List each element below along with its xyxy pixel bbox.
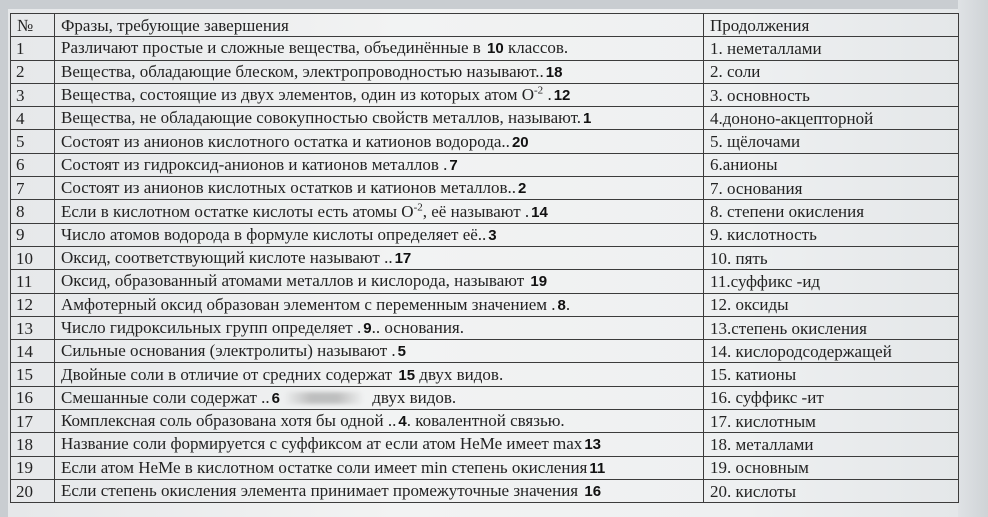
phrase-ending: .. основания. <box>371 318 464 337</box>
phrase-cell <box>55 386 704 409</box>
handwritten-answer: 3 <box>488 226 497 244</box>
phrase-cell <box>55 410 704 433</box>
continuation-cell: 2. соли <box>704 60 959 83</box>
phrase-text: Комплексная соль образована хотя бы одной .. <box>61 411 397 431</box>
handwritten-answer: 16 <box>584 483 602 501</box>
table-row <box>11 223 959 246</box>
continuation-cell: 18. металлами <box>704 433 959 456</box>
background-edge <box>958 0 988 517</box>
continuation-cell: 19. основным <box>704 456 959 479</box>
row-number: 12 <box>11 293 55 316</box>
table-row <box>11 60 959 83</box>
phrase-ending: . <box>565 294 571 314</box>
phrase-text: Вещества, состоящие из двух элементов, один из которых атом О <box>61 85 535 105</box>
phrase-text: Сильные основания (электролиты) называют . <box>61 341 396 361</box>
table-row <box>11 270 959 293</box>
continuation-cell: 13.степень окисления <box>704 316 959 339</box>
continuation-cell: 11.суффикс -ид <box>704 270 959 293</box>
phrase-text: Если атом НеМе в кислотном остатке соли имеет min степень окисления <box>61 457 588 477</box>
row-number: 10 <box>11 246 55 269</box>
table-row <box>11 456 959 479</box>
row-number: 1 <box>11 37 55 60</box>
phrase-text: Если в кислотном остатке кислоты есть атомы О <box>61 201 414 221</box>
phrase-text: Вещества, не обладающие совокупностью свойств металлов, называют. <box>61 108 582 128</box>
row-number: 4 <box>11 107 55 130</box>
row-number: 16 <box>11 386 55 409</box>
phrase-text-cont: . <box>543 85 552 105</box>
row-number: 6 <box>11 153 55 176</box>
row-number: 14 <box>11 340 55 363</box>
handwritten-answer: 6 <box>271 389 280 407</box>
phrase-cell <box>55 83 704 106</box>
continuation-cell: 17. кислотным <box>704 410 959 433</box>
handwritten-answer: 12 <box>553 87 571 105</box>
handwritten-answer: 5 <box>397 343 407 361</box>
table-row <box>11 410 959 433</box>
phrase-text: Различают простые и сложные вещества, объединённые в <box>61 38 486 58</box>
phrase-cell <box>55 37 704 60</box>
table-row <box>11 153 959 176</box>
handwritten-answer: 4 <box>398 413 407 431</box>
row-number: 3 <box>11 83 55 106</box>
row-number: 2 <box>11 60 55 83</box>
table-row <box>11 363 959 386</box>
handwritten-answer: 10 <box>487 40 504 58</box>
row-number: 8 <box>11 200 55 223</box>
table-row <box>11 130 959 153</box>
handwritten-answer: 19 <box>530 273 548 291</box>
phrase-text: Состоят из анионов кислотного остатка и катионов водорода.. <box>61 131 510 151</box>
continuation-cell: 10. пять <box>704 246 959 269</box>
continuation-cell: 9. кислотность <box>704 223 959 246</box>
handwritten-answer: 20 <box>511 133 529 151</box>
phrase-text: Оксид, образованный атомами металлов и кислорода, называют <box>61 271 529 291</box>
continuation-cell: 20. кислоты <box>704 479 959 502</box>
handwritten-answer: 2 <box>518 180 527 198</box>
header-continuations: Продолжения <box>704 14 959 37</box>
continuation-cell: 14. кислородсодержащей <box>704 340 959 363</box>
handwritten-answer: 17 <box>394 250 412 268</box>
handwritten-answer: 14 <box>531 203 548 221</box>
table-row <box>11 200 959 223</box>
phrase-cell <box>55 130 704 153</box>
phrase-cell <box>55 340 704 363</box>
handwritten-answer: 7 <box>449 156 458 174</box>
phrase-ending: двух видов. <box>367 387 457 407</box>
phrase-text: Число атомов водорода в формуле кислоты определяет её.. <box>61 224 487 244</box>
phrase-cell <box>55 479 704 502</box>
phrase-cell <box>55 316 704 339</box>
phrase-ending: классов. <box>503 38 569 58</box>
handwritten-answer: 13 <box>584 436 601 454</box>
phrase-cell <box>55 456 704 479</box>
table-row <box>11 340 959 363</box>
continuation-cell: 8. степени окисления <box>704 200 959 223</box>
continuation-cell: 1. неметаллами <box>704 37 959 60</box>
row-number: 17 <box>11 410 55 433</box>
table-row <box>11 37 959 60</box>
phrase-text: Состоят из анионов кислотных остатков и катионов металлов.. <box>61 178 517 198</box>
handwritten-answer: 11 <box>589 459 606 477</box>
continuation-cell: 3. основность <box>704 83 959 106</box>
phrase-cell <box>55 223 704 246</box>
table-row <box>11 479 959 502</box>
charge-superscript: -2 <box>413 200 423 213</box>
phrase-text: Вещества, обладающие блеском, электропроводностью называют.. <box>61 61 544 81</box>
phrase-ending: двух видов. <box>415 364 504 384</box>
phrase-ending: . ковалентной связью. <box>406 411 565 431</box>
table-row <box>11 433 959 456</box>
continuation-cell: 7. основания <box>704 177 959 200</box>
phrase-text: Двойные соли в отличие от средних содержат <box>61 364 397 384</box>
row-number: 18 <box>11 433 55 456</box>
phrase-cell <box>55 200 704 223</box>
table-row <box>11 386 959 409</box>
row-number: 7 <box>11 177 55 200</box>
phrase-text: Амфотерный оксид образован элементом с переменным значением . <box>61 294 556 314</box>
header-phrases: Фразы, требующие завершения <box>55 14 704 37</box>
continuation-cell: 12. оксиды <box>704 293 959 316</box>
phrase-cell <box>55 153 704 176</box>
phrase-text: Число гидроксильных групп определяет . <box>61 318 362 337</box>
phrase-cell <box>55 433 704 456</box>
row-number: 9 <box>11 223 55 246</box>
phrase-cell <box>55 246 704 269</box>
phrase-text: Состоят из гидроксид-анионов и катионов металлов . <box>61 154 448 174</box>
row-number: 11 <box>11 270 55 293</box>
charge-superscript: -2 <box>534 84 544 97</box>
phrase-cell <box>55 107 704 130</box>
continuation-cell: 5. щёлочами <box>704 130 959 153</box>
continuation-cell: 16. суффикс -ит <box>704 386 959 409</box>
row-number: 19 <box>11 456 55 479</box>
phrase-cell <box>55 293 704 316</box>
phrase-cell <box>55 363 704 386</box>
continuation-cell: 6.анионы <box>704 153 959 176</box>
phrase-text-cont: , её называют . <box>422 201 530 221</box>
row-number: 20 <box>11 479 55 502</box>
phrase-text: Если степень окисления элемента принимает промежуточные значения <box>61 481 583 501</box>
row-number: 5 <box>11 130 55 153</box>
phrase-cell <box>55 177 704 200</box>
table-row <box>11 107 959 130</box>
continuation-cell: 4.дононо-акцепторной <box>704 107 959 130</box>
row-number: 13 <box>11 316 55 339</box>
table-row <box>11 293 959 316</box>
handwritten-answer: 1 <box>583 110 592 128</box>
phrase-text: Название соли формируется с суффиксом ат если атом НеМе имеет max <box>61 434 583 454</box>
table-row <box>11 316 959 339</box>
phrase-cell <box>55 270 704 293</box>
phrase-text: Оксид, соответствующий кислоте называют .. <box>61 248 393 268</box>
continuation-cell: 15. катионы <box>704 363 959 386</box>
phrase-text: Смешанные соли содержат .. <box>61 387 270 407</box>
erased-smudge <box>284 392 364 404</box>
phrase-cell <box>55 60 704 83</box>
table-row <box>11 246 959 269</box>
handwritten-answer: 9 <box>363 320 372 337</box>
table-row <box>11 83 959 106</box>
row-number: 15 <box>11 363 55 386</box>
handwritten-answer: 15 <box>398 366 416 384</box>
handwritten-answer: 8 <box>557 296 566 314</box>
table-row <box>11 177 959 200</box>
table-header-row <box>11 14 959 37</box>
header-number: № <box>11 14 55 37</box>
handwritten-answer: 18 <box>545 63 563 81</box>
worksheet-table <box>10 13 959 503</box>
